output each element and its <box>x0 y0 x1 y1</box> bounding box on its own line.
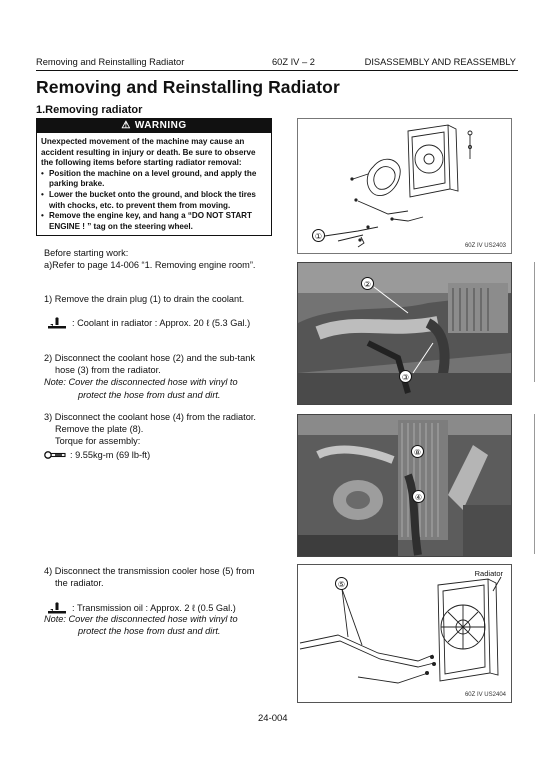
page-number: 24-004 <box>258 713 288 724</box>
warning-box <box>36 118 272 236</box>
before-starting <box>44 247 274 271</box>
warning-triangle-icon: ⚠ <box>121 120 131 131</box>
margin-rule <box>534 262 535 382</box>
figure-code: 60Z IV US2403 <box>464 243 506 249</box>
step-3 <box>44 411 274 462</box>
torque-value: : 9.55kg-m (69 lb-ft) <box>70 449 151 460</box>
step-4-line-2: the radiator. <box>55 578 104 589</box>
figure-transmission-cooler-hose <box>297 564 512 703</box>
step-2-line-1: 2) Disconnect the coolant hose (2) and the sub-tank <box>44 353 255 363</box>
before-line-2: a)Refer to page 14-006 “1. Removing engine room”. <box>44 260 256 271</box>
callout-sub-tank-hose: ③ <box>399 370 412 383</box>
radiator-exploded-drawing <box>298 119 511 253</box>
note-label: Note: <box>44 377 66 388</box>
drain-fluid-icon <box>46 316 68 330</box>
step-2-note-line-2: protect the hose from dust and dirt. <box>78 389 221 400</box>
step-4-note <box>44 613 274 637</box>
step-4-note-line-2: protect the hose from dust and dirt. <box>78 626 221 637</box>
warning-item: • Position the machine on a level ground, and apply the parking brake. <box>41 169 267 190</box>
callout-transmission-hose: ⑤ <box>335 577 348 590</box>
step-1 <box>44 293 274 305</box>
torque-wrench-icon <box>44 448 66 462</box>
figure-code: 60Z IV US2404 <box>464 692 506 698</box>
warning-heading <box>37 119 271 133</box>
step-1-spec <box>46 316 276 330</box>
step-3-line-3: Torque for assembly: <box>55 436 141 447</box>
figure-radiator-exploded <box>297 118 512 254</box>
step-4-note-line-1: Cover the disconnected hose with vinyl to <box>68 614 238 624</box>
header-section-title: Removing and Reinstalling Radiator <box>36 57 185 67</box>
warning-heading-text: WARNING <box>134 120 187 131</box>
transmission-oil-capacity: : Transmission oil : Approx. 2 ℓ (0.5 Gal.) <box>72 602 236 613</box>
figure-coolant-hoses-photo <box>297 262 512 405</box>
step-2 <box>44 352 274 401</box>
callout-drain-plug: ① <box>312 229 325 242</box>
torque-spec <box>44 448 274 462</box>
warning-item: • Remove the engine key, and hang a “DO NOT START ENGINE ! ” tag on the steering wheel. <box>41 211 267 232</box>
margin-rule <box>534 414 535 554</box>
transmission-hose-drawing <box>298 565 511 702</box>
step-3-line-1: 3) Disconnect the coolant hose (4) from the radiator. <box>44 412 256 422</box>
callout-coolant-hose-4: ④ <box>412 490 425 503</box>
figure-plate-hose-photo <box>297 414 512 557</box>
note-label: Note: <box>44 614 66 624</box>
step-3-line-2: Remove the plate (8). <box>55 424 144 435</box>
callout-plate: ⑧ <box>411 445 424 458</box>
warning-body <box>37 133 271 232</box>
section-title: 1.Removing radiator <box>36 104 143 116</box>
step-4-line-1: 4) Disconnect the transmission cooler hose (5) from <box>44 566 255 576</box>
header-chapter: DISASSEMBLY AND REASSEMBLY <box>364 57 516 67</box>
radiator-label: Radiator <box>474 569 503 578</box>
step-2-line-2: hose (3) from the radiator. <box>55 365 161 376</box>
header-model: 60Z IV – 2 <box>272 57 315 67</box>
step-4 <box>44 565 274 589</box>
step-2-note <box>44 376 274 388</box>
page-title: Removing and Reinstalling Radiator <box>36 77 340 97</box>
coolant-capacity: : Coolant in radiator : Approx. 20 ℓ (5.3 Gal.) <box>72 317 251 328</box>
running-header <box>36 57 518 71</box>
callout-coolant-hose: ② <box>361 277 374 290</box>
before-line-1: Before starting work: <box>44 248 129 258</box>
step-1-text: 1) Remove the drain plug (1) to drain the coolant. <box>44 294 245 304</box>
plate-hose-photo <box>298 415 511 556</box>
warning-intro: Unexpected movement of the machine may cause an accident resulting in injury or death. Be sure to observe the following items before starting radiator removal: <box>41 137 256 168</box>
step-2-note-line-1: Cover the disconnected hose with vinyl to <box>68 377 238 388</box>
warning-item: • Lower the bucket onto the ground, and block the tires with chocks, etc. to prevent them from moving. <box>41 190 267 211</box>
warning-list <box>41 169 267 233</box>
